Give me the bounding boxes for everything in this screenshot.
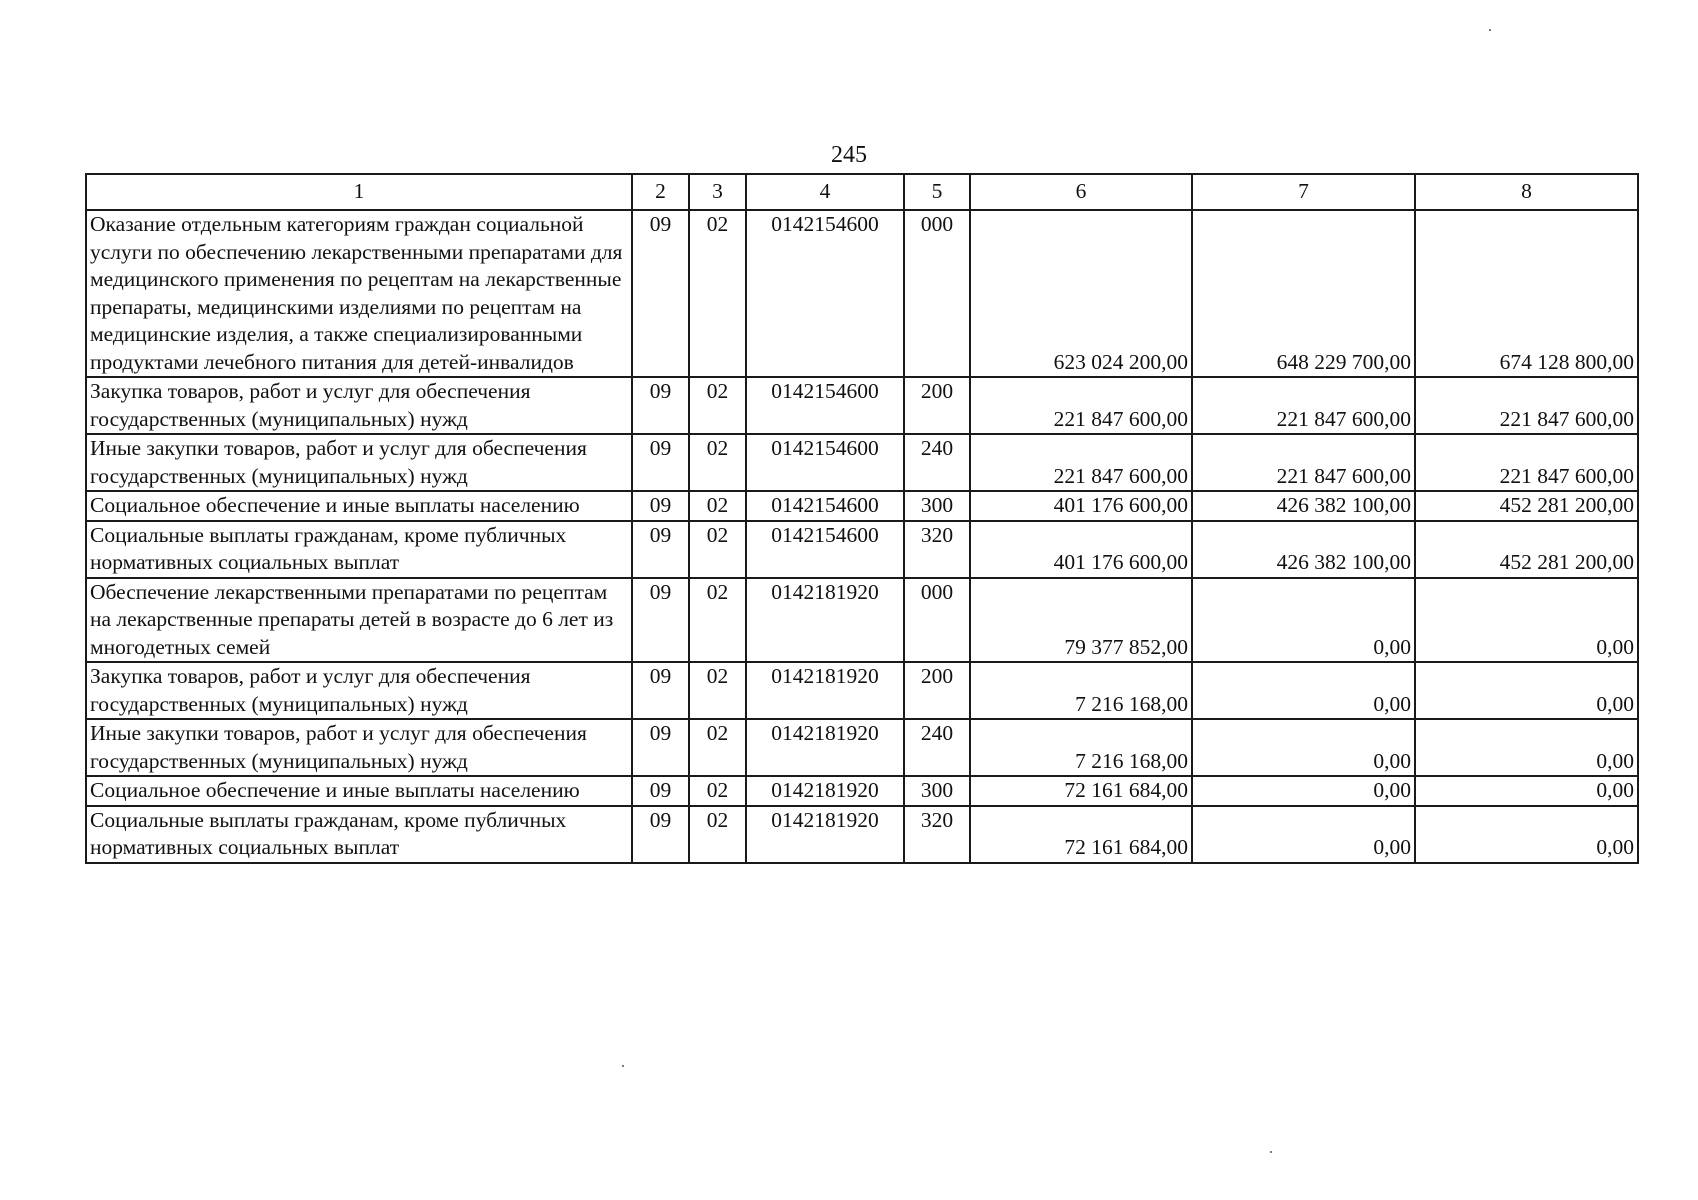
amount-col-8: 452 281 200,00 [1415, 521, 1638, 578]
amount-col-6: 72 161 684,00 [970, 776, 1192, 806]
row-description: Иные закупки товаров, работ и услуг для обеспечения государственных (муниципальных) нужд [86, 434, 632, 491]
table-row [86, 806, 1638, 863]
amount-col-7: 221 847 600,00 [1192, 377, 1415, 434]
column-header: 5 [904, 174, 970, 210]
amount-col-8: 0,00 [1415, 578, 1638, 663]
amount-col-8: 221 847 600,00 [1415, 434, 1638, 491]
table-row [86, 719, 1638, 776]
table-row [86, 578, 1638, 663]
expense-type-code: 240 [904, 434, 970, 491]
expense-type-code: 320 [904, 521, 970, 578]
amount-col-6: 221 847 600,00 [970, 434, 1192, 491]
amount-col-6: 623 024 200,00 [970, 210, 1192, 377]
amount-col-8: 0,00 [1415, 662, 1638, 719]
amount-col-7: 0,00 [1192, 662, 1415, 719]
expense-type-code: 240 [904, 719, 970, 776]
column-header: 7 [1192, 174, 1415, 210]
amount-col-6: 7 216 168,00 [970, 719, 1192, 776]
amount-col-6: 401 176 600,00 [970, 491, 1192, 521]
row-description: Закупка товаров, работ и услуг для обеспечения государственных (муниципальных) нужд [86, 377, 632, 434]
expense-type-code: 320 [904, 806, 970, 863]
target-article-code: 0142154600 [746, 377, 904, 434]
expense-type-code: 200 [904, 662, 970, 719]
scan-speck [1489, 29, 1491, 31]
table-row [86, 210, 1638, 377]
row-description: Оказание отдельным категориям граждан социальной услуги по обеспечению лекарственными препаратами для медицинского применения по рецептам на лекарственные препараты, медицинскими изделиями по рецептам на медицинские изделия, а также специализированными продуктами лечебного питания для детей-инвалидов [86, 210, 632, 377]
subsection-code: 02 [689, 719, 746, 776]
page-number: 245 [831, 142, 867, 168]
subsection-code: 02 [689, 434, 746, 491]
subsection-code: 02 [689, 578, 746, 663]
amount-col-6: 401 176 600,00 [970, 521, 1192, 578]
amount-col-7: 221 847 600,00 [1192, 434, 1415, 491]
amount-col-8: 0,00 [1415, 719, 1638, 776]
amount-col-7: 426 382 100,00 [1192, 491, 1415, 521]
section-code: 09 [632, 776, 689, 806]
expense-type-code: 200 [904, 377, 970, 434]
target-article-code: 0142154600 [746, 210, 904, 377]
row-description: Социальные выплаты гражданам, кроме публичных нормативных социальных выплат [86, 806, 632, 863]
column-header: 6 [970, 174, 1192, 210]
amount-col-7: 0,00 [1192, 776, 1415, 806]
table-row [86, 491, 1638, 521]
subsection-code: 02 [689, 491, 746, 521]
amount-col-6: 221 847 600,00 [970, 377, 1192, 434]
amount-col-6: 7 216 168,00 [970, 662, 1192, 719]
amount-col-7: 0,00 [1192, 578, 1415, 663]
scan-speck [1270, 1151, 1272, 1153]
expense-type-code: 000 [904, 578, 970, 663]
table-row [86, 521, 1638, 578]
target-article-code: 0142154600 [746, 434, 904, 491]
row-description: Иные закупки товаров, работ и услуг для обеспечения государственных (муниципальных) нужд [86, 719, 632, 776]
amount-col-8: 674 128 800,00 [1415, 210, 1638, 377]
table-row [86, 776, 1638, 806]
expense-type-code: 000 [904, 210, 970, 377]
table-row [86, 434, 1638, 491]
amount-col-8: 221 847 600,00 [1415, 377, 1638, 434]
row-description: Социальное обеспечение и иные выплаты населению [86, 776, 632, 806]
target-article-code: 0142154600 [746, 491, 904, 521]
section-code: 09 [632, 434, 689, 491]
row-description: Социальное обеспечение и иные выплаты населению [86, 491, 632, 521]
amount-col-7: 0,00 [1192, 806, 1415, 863]
header-row [86, 174, 1638, 210]
target-article-code: 0142181920 [746, 662, 904, 719]
column-header: 1 [86, 174, 632, 210]
amount-col-7: 0,00 [1192, 719, 1415, 776]
amount-col-8: 452 281 200,00 [1415, 491, 1638, 521]
amount-col-6: 79 377 852,00 [970, 578, 1192, 663]
section-code: 09 [632, 377, 689, 434]
scan-speck [622, 1065, 624, 1067]
subsection-code: 02 [689, 377, 746, 434]
section-code: 09 [632, 719, 689, 776]
row-description: Закупка товаров, работ и услуг для обеспечения государственных (муниципальных) нужд [86, 662, 632, 719]
target-article-code: 0142181920 [746, 578, 904, 663]
expense-type-code: 300 [904, 776, 970, 806]
subsection-code: 02 [689, 662, 746, 719]
section-code: 09 [632, 578, 689, 663]
amount-col-6: 72 161 684,00 [970, 806, 1192, 863]
column-header: 8 [1415, 174, 1638, 210]
subsection-code: 02 [689, 521, 746, 578]
section-code: 09 [632, 491, 689, 521]
row-description: Социальные выплаты гражданам, кроме публичных нормативных социальных выплат [86, 521, 632, 578]
row-description: Обеспечение лекарственными препаратами по рецептам на лекарственные препараты детей в возрасте до 6 лет из многодетных семей [86, 578, 632, 663]
subsection-code: 02 [689, 776, 746, 806]
column-header: 3 [689, 174, 746, 210]
target-article-code: 0142154600 [746, 521, 904, 578]
amount-col-7: 648 229 700,00 [1192, 210, 1415, 377]
amount-col-8: 0,00 [1415, 806, 1638, 863]
target-article-code: 0142181920 [746, 776, 904, 806]
column-header: 2 [632, 174, 689, 210]
section-code: 09 [632, 806, 689, 863]
subsection-code: 02 [689, 806, 746, 863]
section-code: 09 [632, 521, 689, 578]
budget-table [85, 173, 1639, 864]
table-row [86, 662, 1638, 719]
table-row [86, 377, 1638, 434]
amount-col-7: 426 382 100,00 [1192, 521, 1415, 578]
section-code: 09 [632, 662, 689, 719]
target-article-code: 0142181920 [746, 806, 904, 863]
section-code: 09 [632, 210, 689, 377]
column-header: 4 [746, 174, 904, 210]
target-article-code: 0142181920 [746, 719, 904, 776]
subsection-code: 02 [689, 210, 746, 377]
expense-type-code: 300 [904, 491, 970, 521]
amount-col-8: 0,00 [1415, 776, 1638, 806]
